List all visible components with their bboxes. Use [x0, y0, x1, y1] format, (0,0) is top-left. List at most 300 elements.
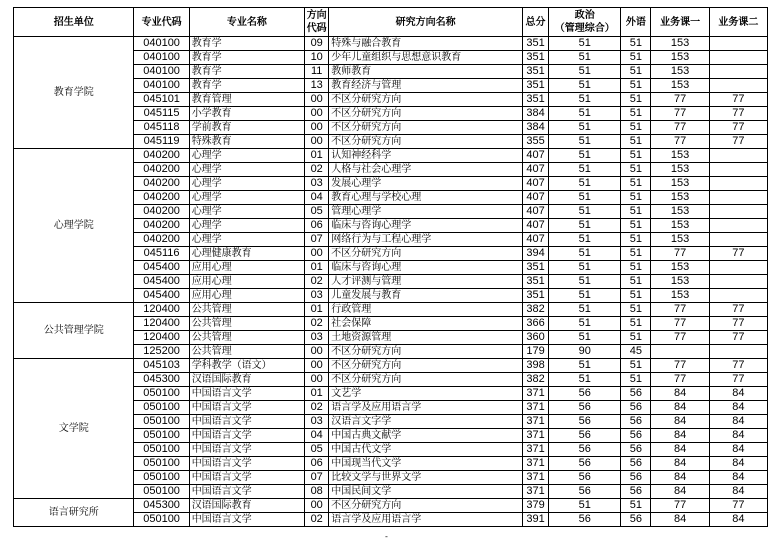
column-header: 总分 [523, 8, 549, 37]
table-cell: 51 [549, 247, 621, 261]
table-cell: 心理学 [189, 205, 304, 219]
table-cell: 应用心理 [189, 289, 304, 303]
table-cell: 77 [709, 121, 767, 135]
table-cell: 51 [549, 331, 621, 345]
table-cell: 51 [621, 275, 651, 289]
table-cell: 351 [523, 289, 549, 303]
table-cell: 人才评测与管理 [329, 275, 523, 289]
table-cell: 04 [305, 429, 329, 443]
table-cell: 77 [709, 107, 767, 121]
table-cell: 不区分研究方向 [329, 93, 523, 107]
table-cell: 不区分研究方向 [329, 345, 523, 359]
table-cell: 407 [523, 205, 549, 219]
table-cell: 371 [523, 415, 549, 429]
table-cell: 00 [305, 135, 329, 149]
table-cell: 040200 [134, 163, 189, 177]
table-cell: 56 [549, 415, 621, 429]
table-cell [709, 65, 767, 79]
table-cell: 045101 [134, 93, 189, 107]
table-cell: 51 [621, 163, 651, 177]
table-cell: 中国语言文学 [189, 387, 304, 401]
table-cell: 51 [621, 107, 651, 121]
table-cell: 中国语言文学 [189, 443, 304, 457]
table-cell: 51 [621, 205, 651, 219]
table-cell: 01 [305, 261, 329, 275]
table-cell: 儿童发展与教育 [329, 289, 523, 303]
table-cell: 351 [523, 261, 549, 275]
table-cell: 351 [523, 51, 549, 65]
table-cell: 临床与咨询心理 [329, 261, 523, 275]
table-cell: 学科教学（语文） [189, 359, 304, 373]
table-cell: 不区分研究方向 [329, 135, 523, 149]
table-cell: 045119 [134, 135, 189, 149]
table-cell: 01 [305, 149, 329, 163]
table-cell: 公共管理 [189, 303, 304, 317]
table-cell: 045115 [134, 107, 189, 121]
table-cell: 教育学 [189, 79, 304, 93]
table-cell: 应用心理 [189, 261, 304, 275]
table-cell: 77 [709, 135, 767, 149]
table-cell [709, 289, 767, 303]
table-cell: 中国古代文学 [329, 443, 523, 457]
table-cell: 351 [523, 37, 549, 51]
table-cell [709, 37, 767, 51]
table-cell: 153 [651, 163, 709, 177]
table-cell: 03 [305, 331, 329, 345]
table-cell: 51 [621, 317, 651, 331]
table-cell: 51 [621, 121, 651, 135]
table-cell: 中国语言文学 [189, 429, 304, 443]
table-cell: 045300 [134, 499, 189, 513]
table-cell: 391 [523, 513, 549, 527]
table-cell: 77 [651, 107, 709, 121]
table-cell: 00 [305, 93, 329, 107]
table-cell: 125200 [134, 345, 189, 359]
table-cell: 77 [709, 247, 767, 261]
table-cell: 02 [305, 401, 329, 415]
table-cell: 不区分研究方向 [329, 121, 523, 135]
table-cell: 84 [651, 457, 709, 471]
table-cell: 040200 [134, 219, 189, 233]
table-cell: 84 [651, 429, 709, 443]
table-cell: 51 [621, 499, 651, 513]
table-cell: 中国语言文学 [189, 471, 304, 485]
table-cell: 384 [523, 121, 549, 135]
table-cell: 040200 [134, 149, 189, 163]
table-cell: 临床与咨询心理学 [329, 219, 523, 233]
table-cell: 心理学 [189, 163, 304, 177]
table-cell: 10 [305, 51, 329, 65]
table-cell: 51 [549, 359, 621, 373]
table-cell: 84 [709, 471, 767, 485]
table-cell: 中国语言文学 [189, 401, 304, 415]
table-cell: 51 [549, 499, 621, 513]
table-cell: 02 [305, 275, 329, 289]
table-cell: 51 [621, 261, 651, 275]
table-cell: 050100 [134, 485, 189, 499]
table-cell: 394 [523, 247, 549, 261]
table-cell: 84 [709, 513, 767, 527]
table-cell: 中国语言文学 [189, 415, 304, 429]
table-cell: 05 [305, 443, 329, 457]
table-row [14, 149, 768, 163]
table-cell: 教育学 [189, 65, 304, 79]
table-cell: 77 [709, 373, 767, 387]
table-cell: 不区分研究方向 [329, 499, 523, 513]
table-row [14, 303, 768, 317]
table-cell: 教育经济与管理 [329, 79, 523, 93]
column-header: 专业代码 [134, 8, 189, 37]
table-cell: 56 [549, 513, 621, 527]
table-cell [709, 261, 767, 275]
table-cell: 51 [549, 37, 621, 51]
table-cell: 网络行为与工程心理学 [329, 233, 523, 247]
table-cell: 51 [621, 93, 651, 107]
column-header: 业务课一 [651, 8, 709, 37]
unit-name-cell: 语言研究所 [14, 499, 134, 527]
table-cell: 00 [305, 247, 329, 261]
table-cell: 045400 [134, 289, 189, 303]
table-cell: 84 [651, 401, 709, 415]
table-cell: 51 [549, 121, 621, 135]
table-cell: 407 [523, 191, 549, 205]
table-cell: 心理学 [189, 149, 304, 163]
table-cell: 不区分研究方向 [329, 359, 523, 373]
table-cell: 77 [651, 303, 709, 317]
table-cell: 51 [621, 303, 651, 317]
table-cell: 51 [621, 37, 651, 51]
table-cell [709, 205, 767, 219]
table-cell: 56 [621, 443, 651, 457]
table-cell: 51 [621, 149, 651, 163]
table-cell: 84 [709, 415, 767, 429]
table-cell: 045400 [134, 261, 189, 275]
table-cell: 120400 [134, 317, 189, 331]
table-cell: 比较文学与世界文学 [329, 471, 523, 485]
table-cell: 050100 [134, 401, 189, 415]
table-cell: 56 [549, 387, 621, 401]
table-cell: 77 [709, 331, 767, 345]
table-cell: 45 [621, 345, 651, 359]
table-cell: 371 [523, 443, 549, 457]
table-cell: 51 [621, 65, 651, 79]
table-cell: 心理学 [189, 191, 304, 205]
table-cell: 公共管理 [189, 345, 304, 359]
table-cell: 153 [651, 233, 709, 247]
table-cell: 13 [305, 79, 329, 93]
table-cell: 51 [621, 373, 651, 387]
table-cell: 中国语言文学 [189, 485, 304, 499]
table-cell: 77 [709, 499, 767, 513]
table-cell: 教育心理与学校心理 [329, 191, 523, 205]
table-cell: 土地资源管理 [329, 331, 523, 345]
column-header: 政治 （管理综合） [549, 8, 621, 37]
table-cell: 040200 [134, 233, 189, 247]
table-cell: 56 [549, 485, 621, 499]
table-cell: 02 [305, 163, 329, 177]
header-row [14, 8, 768, 37]
table-cell: 77 [651, 359, 709, 373]
table-cell: 77 [651, 121, 709, 135]
table-cell: 51 [549, 289, 621, 303]
table-cell: 407 [523, 163, 549, 177]
table-cell: 51 [549, 205, 621, 219]
table-cell: 社会保障 [329, 317, 523, 331]
table-cell: 77 [651, 135, 709, 149]
table-cell: 51 [549, 65, 621, 79]
table-cell: 77 [709, 359, 767, 373]
table-cell: 07 [305, 233, 329, 247]
table-cell: 03 [305, 415, 329, 429]
table-cell: 050100 [134, 443, 189, 457]
table-cell: 特殊教育 [189, 135, 304, 149]
table-row [14, 359, 768, 373]
table-cell: 07 [305, 471, 329, 485]
table-cell: 学前教育 [189, 121, 304, 135]
table-cell: 407 [523, 149, 549, 163]
table-cell: 398 [523, 359, 549, 373]
table-cell [709, 345, 767, 359]
table-cell: 77 [651, 93, 709, 107]
table-cell: 382 [523, 303, 549, 317]
table-cell: 04 [305, 191, 329, 205]
table-cell: 02 [305, 513, 329, 527]
table-cell: 371 [523, 429, 549, 443]
table-cell: 汉语国际教育 [189, 499, 304, 513]
table-cell: 77 [651, 373, 709, 387]
table-cell: 中国语言文学 [189, 457, 304, 471]
table-cell: 汉语国际教育 [189, 373, 304, 387]
table-cell [709, 177, 767, 191]
page-mark: - [385, 532, 388, 541]
table-cell: 050100 [134, 387, 189, 401]
table-cell: 51 [549, 317, 621, 331]
table-cell: 371 [523, 471, 549, 485]
table-cell: 51 [549, 107, 621, 121]
table-cell [709, 275, 767, 289]
unit-name-cell: 心理学院 [14, 149, 134, 303]
table-cell: 应用心理 [189, 275, 304, 289]
table-cell: 050100 [134, 471, 189, 485]
table-cell: 56 [621, 387, 651, 401]
table-cell: 153 [651, 261, 709, 275]
table-cell: 不区分研究方向 [329, 247, 523, 261]
table-cell: 语言学及应用语言学 [329, 401, 523, 415]
table-cell: 360 [523, 331, 549, 345]
table-cell: 371 [523, 401, 549, 415]
table-cell: 00 [305, 345, 329, 359]
table-cell: 不区分研究方向 [329, 107, 523, 121]
table-cell: 语言学及应用语言学 [329, 513, 523, 527]
table-cell: 51 [549, 191, 621, 205]
table-cell: 06 [305, 219, 329, 233]
table-cell: 认知神经科学 [329, 149, 523, 163]
table-cell: 355 [523, 135, 549, 149]
table-cell: 371 [523, 387, 549, 401]
table-cell [709, 191, 767, 205]
table-cell: 51 [549, 135, 621, 149]
table-cell: 03 [305, 289, 329, 303]
table-cell: 51 [621, 219, 651, 233]
table-cell: 045103 [134, 359, 189, 373]
table-cell: 51 [621, 191, 651, 205]
table-cell [709, 163, 767, 177]
table-cell [709, 149, 767, 163]
table-cell: 84 [651, 415, 709, 429]
table-cell: 51 [621, 233, 651, 247]
table-cell: 379 [523, 499, 549, 513]
table-cell: 84 [651, 485, 709, 499]
table-row [14, 499, 768, 513]
table-cell: 特殊与融合教育 [329, 37, 523, 51]
table-cell: 教师教育 [329, 65, 523, 79]
table-cell [709, 79, 767, 93]
table-cell: 384 [523, 107, 549, 121]
table-cell: 040100 [134, 51, 189, 65]
unit-name-cell: 教育学院 [14, 37, 134, 149]
table-cell: 03 [305, 177, 329, 191]
table-cell: 02 [305, 317, 329, 331]
table-cell: 51 [549, 373, 621, 387]
table-cell: 00 [305, 373, 329, 387]
table-cell: 050100 [134, 415, 189, 429]
table-cell: 51 [549, 177, 621, 191]
table-cell: 84 [709, 429, 767, 443]
table-cell: 153 [651, 149, 709, 163]
table-cell [709, 51, 767, 65]
table-cell: 51 [621, 51, 651, 65]
table-cell: 51 [549, 93, 621, 107]
table-cell: 84 [709, 401, 767, 415]
table-cell: 56 [621, 485, 651, 499]
table-cell: 045300 [134, 373, 189, 387]
table-cell: 56 [549, 457, 621, 471]
column-header: 招生单位 [14, 8, 134, 37]
table-cell: 77 [651, 499, 709, 513]
table-cell: 153 [651, 205, 709, 219]
table-cell: 56 [549, 471, 621, 485]
table-cell: 51 [549, 79, 621, 93]
table-cell: 351 [523, 79, 549, 93]
table-cell: 11 [305, 65, 329, 79]
table-cell: 040200 [134, 177, 189, 191]
table-cell: 407 [523, 233, 549, 247]
table-cell: 371 [523, 485, 549, 499]
table-cell: 050100 [134, 457, 189, 471]
table-cell: 人格与社会心理学 [329, 163, 523, 177]
table-cell: 心理学 [189, 233, 304, 247]
table-cell: 56 [621, 457, 651, 471]
table-cell: 教育管理 [189, 93, 304, 107]
table-cell: 120400 [134, 303, 189, 317]
table-cell: 77 [709, 303, 767, 317]
table-cell [651, 345, 709, 359]
table-cell: 040100 [134, 65, 189, 79]
table-cell: 77 [651, 331, 709, 345]
table-cell: 77 [651, 317, 709, 331]
table-cell: 153 [651, 79, 709, 93]
score-table-sheet [13, 7, 768, 527]
table-cell: 84 [709, 457, 767, 471]
table-cell: 56 [549, 443, 621, 457]
table-cell: 00 [305, 499, 329, 513]
column-header: 研究方向名称 [329, 8, 523, 37]
column-header: 方向 代码 [305, 8, 329, 37]
table-cell: 05 [305, 205, 329, 219]
table-cell: 心理健康教育 [189, 247, 304, 261]
table-cell: 文艺学 [329, 387, 523, 401]
table-cell: 00 [305, 121, 329, 135]
table-cell: 中国现当代文学 [329, 457, 523, 471]
table-cell: 153 [651, 275, 709, 289]
table-cell: 120400 [134, 331, 189, 345]
table-cell: 01 [305, 303, 329, 317]
table-cell: 050100 [134, 429, 189, 443]
table-cell: 045118 [134, 121, 189, 135]
table-cell: 51 [621, 359, 651, 373]
table-cell: 050100 [134, 513, 189, 527]
table-cell: 00 [305, 359, 329, 373]
table-cell: 371 [523, 457, 549, 471]
table-cell: 51 [549, 303, 621, 317]
table-cell: 51 [621, 247, 651, 261]
table-cell: 77 [709, 317, 767, 331]
table-cell: 040100 [134, 79, 189, 93]
table-cell: 行政管理 [329, 303, 523, 317]
column-header: 专业名称 [189, 8, 304, 37]
table-cell: 90 [549, 345, 621, 359]
table-cell: 发展心理学 [329, 177, 523, 191]
table-cell: 153 [651, 191, 709, 205]
table-cell: 心理学 [189, 177, 304, 191]
table-cell: 56 [621, 471, 651, 485]
table-cell: 84 [651, 471, 709, 485]
table-cell: 51 [549, 275, 621, 289]
table-cell: 84 [651, 387, 709, 401]
table-cell: 84 [651, 443, 709, 457]
table-cell: 153 [651, 65, 709, 79]
table-cell: 心理学 [189, 219, 304, 233]
table-cell: 06 [305, 457, 329, 471]
table-cell: 040200 [134, 191, 189, 205]
table-cell [709, 233, 767, 247]
table-cell: 51 [621, 331, 651, 345]
table-cell: 01 [305, 387, 329, 401]
table-cell: 407 [523, 219, 549, 233]
table-cell: 不区分研究方向 [329, 373, 523, 387]
table-cell: 84 [709, 387, 767, 401]
table-cell: 153 [651, 289, 709, 303]
table-cell: 51 [549, 219, 621, 233]
table-cell: 040100 [134, 37, 189, 51]
score-table [13, 7, 768, 527]
unit-name-cell: 文学院 [14, 359, 134, 499]
table-cell: 中国民间文学 [329, 485, 523, 499]
table-body [14, 37, 768, 527]
table-cell: 56 [621, 415, 651, 429]
table-cell: 51 [621, 79, 651, 93]
table-cell: 09 [305, 37, 329, 51]
table-cell: 153 [651, 219, 709, 233]
table-cell: 中国古典文献学 [329, 429, 523, 443]
table-cell: 公共管理 [189, 317, 304, 331]
table-cell: 管理心理学 [329, 205, 523, 219]
table-cell: 中国语言文学 [189, 513, 304, 527]
table-cell: 51 [621, 177, 651, 191]
table-cell: 77 [651, 247, 709, 261]
table-cell: 045400 [134, 275, 189, 289]
table-cell: 51 [549, 149, 621, 163]
